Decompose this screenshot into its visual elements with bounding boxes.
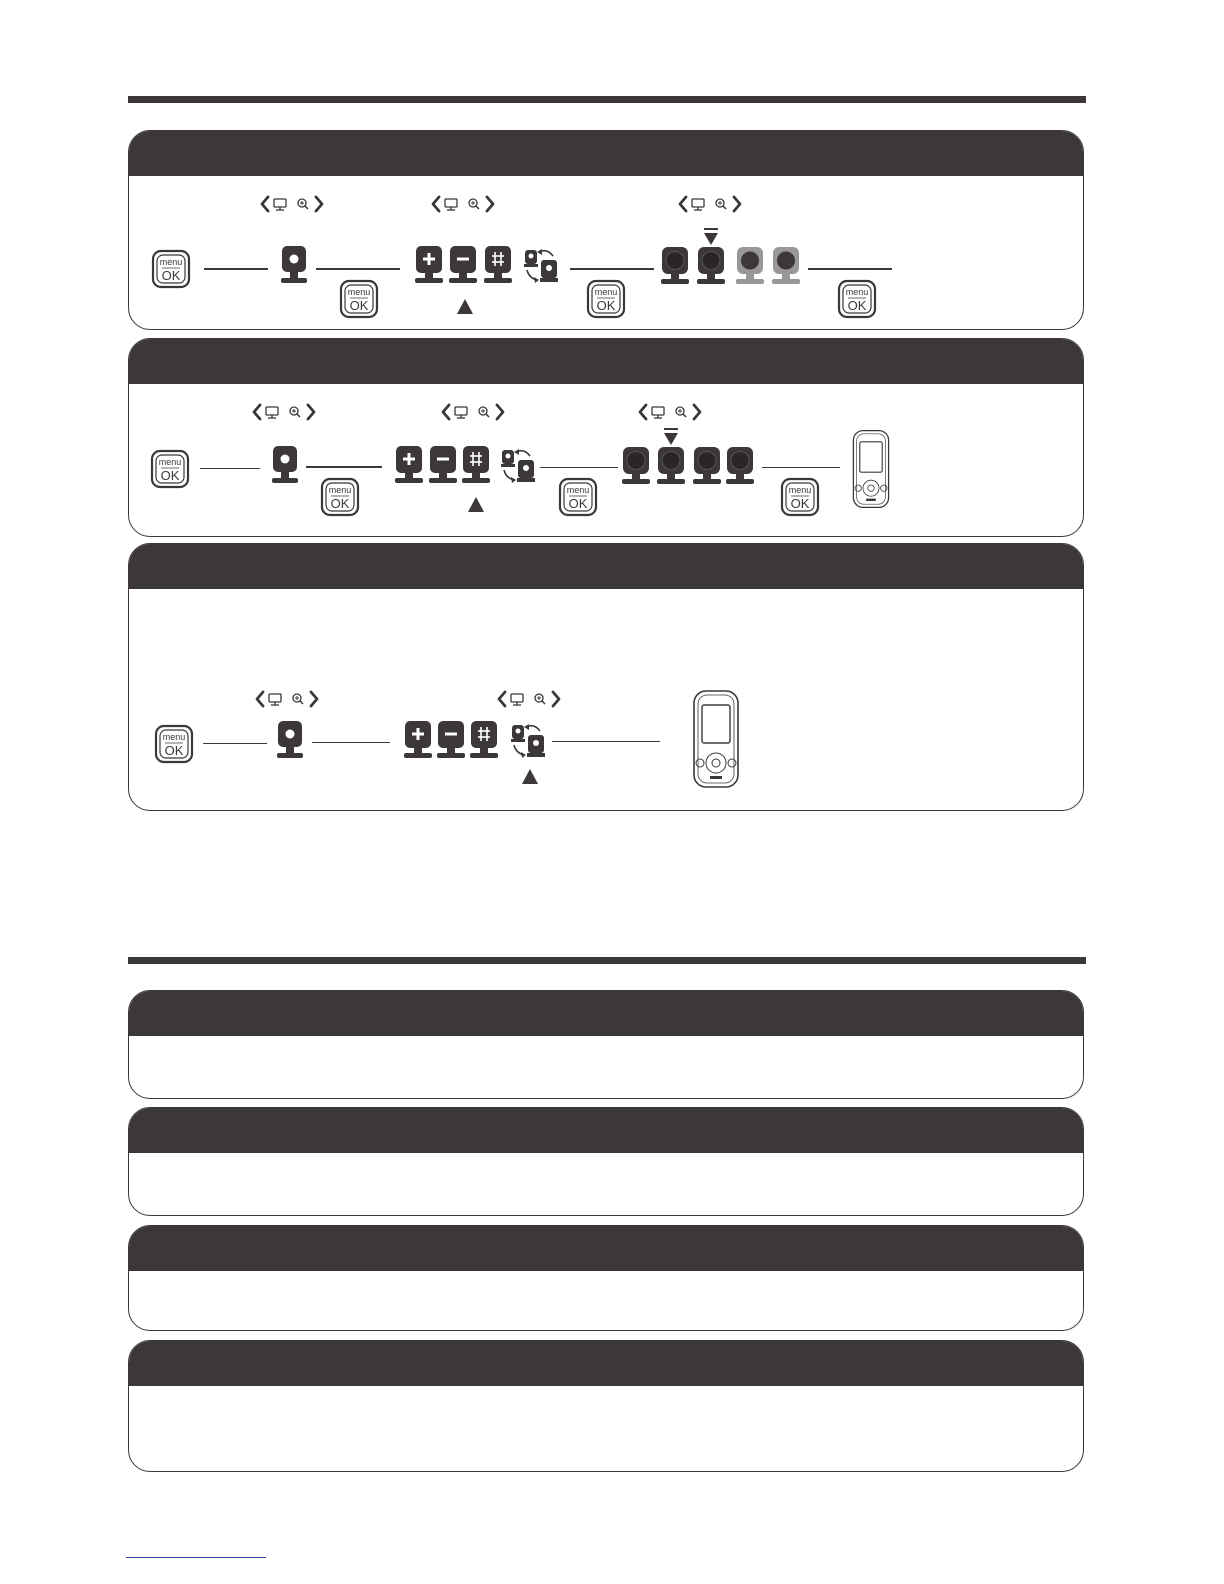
menu-label: menu xyxy=(566,485,590,495)
menu-ok-button[interactable] xyxy=(839,281,875,317)
menu-ok-button[interactable] xyxy=(156,726,192,762)
menu-label: menu xyxy=(158,457,182,467)
camera-icon xyxy=(661,247,689,284)
menu-label: menu xyxy=(788,485,812,495)
selector-arrow-icon xyxy=(457,299,473,314)
selector-arrow-icon xyxy=(468,497,484,512)
menu-ok-button[interactable] xyxy=(588,281,624,317)
menu-ok-button[interactable] xyxy=(152,451,188,487)
swap-camera-icon xyxy=(501,449,535,483)
menu-label: menu xyxy=(162,732,186,742)
parent-unit-icon xyxy=(853,431,888,508)
nav-pill-icon xyxy=(262,197,322,211)
menu-ok-button[interactable] xyxy=(341,281,377,317)
ok-label: OK xyxy=(330,496,350,511)
camera-icon xyxy=(697,247,725,284)
ok-label: OK xyxy=(596,298,616,313)
minus-camera-icon xyxy=(429,446,457,483)
nav-pill-icon xyxy=(640,405,700,419)
hash-camera-icon xyxy=(470,721,498,758)
plus-camera-icon xyxy=(395,446,423,483)
swap-camera-icon xyxy=(511,724,545,758)
ok-label: OK xyxy=(568,496,588,511)
nav-pill-icon xyxy=(443,405,503,419)
minus-camera-icon xyxy=(437,721,465,758)
selector-arrow-icon xyxy=(664,429,678,445)
camera-icon xyxy=(736,247,764,284)
hash-camera-icon xyxy=(462,446,490,483)
menu-label: menu xyxy=(159,257,183,267)
ok-label: OK xyxy=(847,298,867,313)
menu-ok-button[interactable] xyxy=(782,479,818,515)
ok-label: OK xyxy=(790,496,810,511)
selector-arrow-icon xyxy=(522,769,538,784)
minus-camera-icon xyxy=(449,246,477,283)
camera-icon xyxy=(277,721,303,758)
camera-icon xyxy=(622,447,650,484)
nav-pill-icon xyxy=(499,692,559,706)
nav-pill-icon xyxy=(254,405,314,419)
nav-pill-icon xyxy=(257,692,317,706)
menu-ok-button[interactable] xyxy=(153,251,189,287)
ok-label: OK xyxy=(349,298,369,313)
footer-link-underline[interactable] xyxy=(126,1557,266,1558)
plus-camera-icon xyxy=(415,246,443,283)
menu-label: menu xyxy=(845,287,869,297)
ok-label: OK xyxy=(161,268,181,283)
ok-label: OK xyxy=(164,743,184,758)
menu-label: menu xyxy=(594,287,618,297)
camera-icon xyxy=(693,447,721,484)
camera-icon xyxy=(657,447,685,484)
parent-unit-icon xyxy=(694,691,738,787)
menu-ok-button[interactable] xyxy=(560,479,596,515)
ok-label: OK xyxy=(160,468,180,483)
menu-label: menu xyxy=(328,485,352,495)
menu-label: menu xyxy=(347,287,371,297)
camera-icon xyxy=(281,246,307,283)
menu-ok-button[interactable] xyxy=(322,479,358,515)
camera-icon xyxy=(726,447,754,484)
nav-pill-icon xyxy=(680,197,740,211)
hash-camera-icon xyxy=(484,246,512,283)
swap-camera-icon xyxy=(524,249,558,283)
camera-icon xyxy=(772,247,800,284)
selector-arrow-icon xyxy=(704,229,718,245)
camera-icon xyxy=(272,446,298,483)
plus-camera-icon xyxy=(404,721,432,758)
nav-pill-icon xyxy=(433,197,493,211)
